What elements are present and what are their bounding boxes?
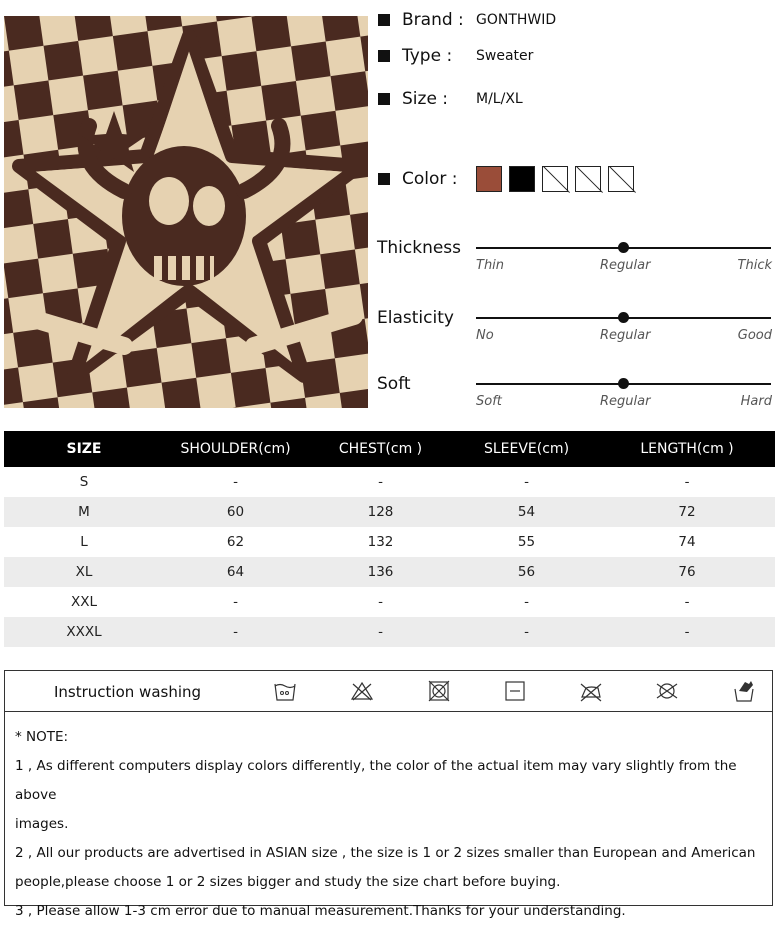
table-cell: - — [454, 617, 599, 647]
color-label: Color : — [402, 169, 458, 189]
scale-label-left: Soft — [476, 394, 502, 409]
color-swatch-1[interactable] — [476, 166, 502, 192]
color-swatch-3[interactable] — [542, 166, 568, 192]
note-line-3: 3 , Please allow 1-3 cm error due to manual measurement.Thanks for your understanding. — [15, 903, 626, 919]
spec-type — [378, 46, 534, 66]
table-cell: 56 — [454, 557, 599, 587]
table-cell: - — [307, 617, 454, 647]
scale-label-left: No — [476, 328, 494, 343]
scale-label-right: Thick — [737, 258, 772, 273]
spec-brand — [378, 10, 557, 30]
bullet-square-icon — [378, 14, 390, 26]
scale-title-thickness: Thickness — [377, 238, 462, 258]
bullet-square-icon — [378, 93, 390, 105]
no-bleach-icon — [350, 679, 374, 703]
note-line-2: 2 , All our products are advertised in ASIAN size , the size is 1 or 2 sizes smaller than European and American — [15, 845, 756, 861]
scale-title-soft: Soft — [377, 374, 411, 394]
notes-section — [15, 723, 768, 926]
washing-instructions-box — [4, 670, 773, 919]
no-tumble-dry-icon — [427, 679, 451, 703]
scale-marker — [618, 312, 629, 323]
size-table — [4, 431, 775, 647]
table-cell: - — [378, 594, 383, 610]
bullet-square-icon — [378, 50, 390, 62]
table-cell: XXL — [70, 594, 98, 610]
sweater-pattern-image — [4, 16, 368, 408]
table-row — [4, 617, 775, 647]
table-cell: - — [164, 617, 307, 647]
scale-label-mid: Regular — [600, 328, 651, 343]
table-cell: - — [684, 594, 690, 610]
scale-title-elasticity: Elasticity — [377, 308, 454, 328]
table-cell: XXXL — [4, 617, 164, 647]
scale-label-left: Thin — [476, 258, 505, 273]
table-row — [4, 467, 775, 497]
size-table-header-cell: SIZE — [4, 431, 164, 467]
size-table-header-cell: LENGTH(cm ) — [599, 431, 775, 467]
table-cell: M — [4, 497, 164, 527]
size-label: Size : — [402, 89, 449, 109]
table-cell: - — [233, 474, 238, 490]
brand-label: Brand : — [402, 10, 464, 30]
type-label: Type : — [402, 46, 453, 66]
brand-value: GONTHWID — [476, 12, 557, 28]
scale-label-right: Hard — [740, 394, 772, 409]
scale-label-mid: Regular — [600, 394, 651, 409]
washing-title: Instruction washing — [54, 683, 202, 701]
table-cell: 54 — [454, 497, 599, 527]
table-cell: 60 — [164, 497, 307, 527]
color-swatch-2[interactable] — [509, 166, 535, 192]
table-cell: XL — [4, 557, 164, 587]
size-table-header-cell: CHEST(cm ) — [307, 431, 454, 467]
table-cell: 76 — [599, 557, 775, 587]
table-cell: 136 — [307, 557, 454, 587]
table-cell: 62 — [226, 534, 245, 550]
product-photo — [4, 16, 368, 408]
size-table-header-cell: SHOULDER(cm) — [164, 431, 307, 467]
table-cell: 55 — [517, 534, 536, 550]
scale-label-mid: Regular — [600, 258, 651, 273]
dry-flat-icon — [503, 679, 527, 703]
table-row — [4, 587, 775, 617]
scale-label-right: Good — [737, 328, 772, 343]
hand-wash-icon — [732, 679, 756, 703]
table-cell: L — [80, 534, 88, 550]
table-cell: 128 — [307, 497, 454, 527]
note-line-2-cont: people,please choose 1 or 2 sizes bigger and study the size chart before buying. — [15, 874, 561, 890]
washing-header — [5, 671, 772, 712]
table-row — [4, 557, 775, 587]
table-cell: - — [378, 474, 383, 490]
size-value: M/L/XL — [476, 91, 523, 107]
scale-marker — [618, 242, 629, 253]
size-table-header — [4, 431, 775, 467]
scale-marker — [618, 378, 629, 389]
table-row — [4, 497, 775, 527]
table-cell: - — [524, 474, 529, 490]
table-cell: 72 — [599, 497, 775, 527]
type-value: Sweater — [476, 48, 534, 64]
spec-size — [378, 89, 523, 109]
table-cell: S — [79, 474, 89, 490]
table-cell: - — [524, 594, 529, 610]
table-cell: 64 — [164, 557, 307, 587]
color-swatch-4[interactable] — [575, 166, 601, 192]
table-row — [4, 527, 775, 557]
color-swatches — [476, 166, 634, 192]
note-line-1-cont: images. — [15, 816, 69, 832]
note-heading: * NOTE: — [15, 729, 69, 745]
table-cell: 74 — [678, 534, 696, 550]
no-dry-clean-icon — [655, 679, 679, 703]
wash-30-icon — [273, 679, 297, 703]
table-cell: - — [233, 594, 238, 610]
table-cell: - — [599, 617, 775, 647]
table-cell: 132 — [367, 534, 394, 550]
note-line-1: 1 , As different computers display colors differently, the color of the actual item may vary slightly from the above — [15, 758, 737, 803]
table-cell: - — [684, 474, 690, 490]
bullet-square-icon — [378, 173, 390, 185]
spec-color — [378, 169, 480, 189]
no-iron-icon — [579, 679, 603, 703]
color-swatch-5[interactable] — [608, 166, 634, 192]
size-table-header-cell: SLEEVE(cm) — [454, 431, 599, 467]
